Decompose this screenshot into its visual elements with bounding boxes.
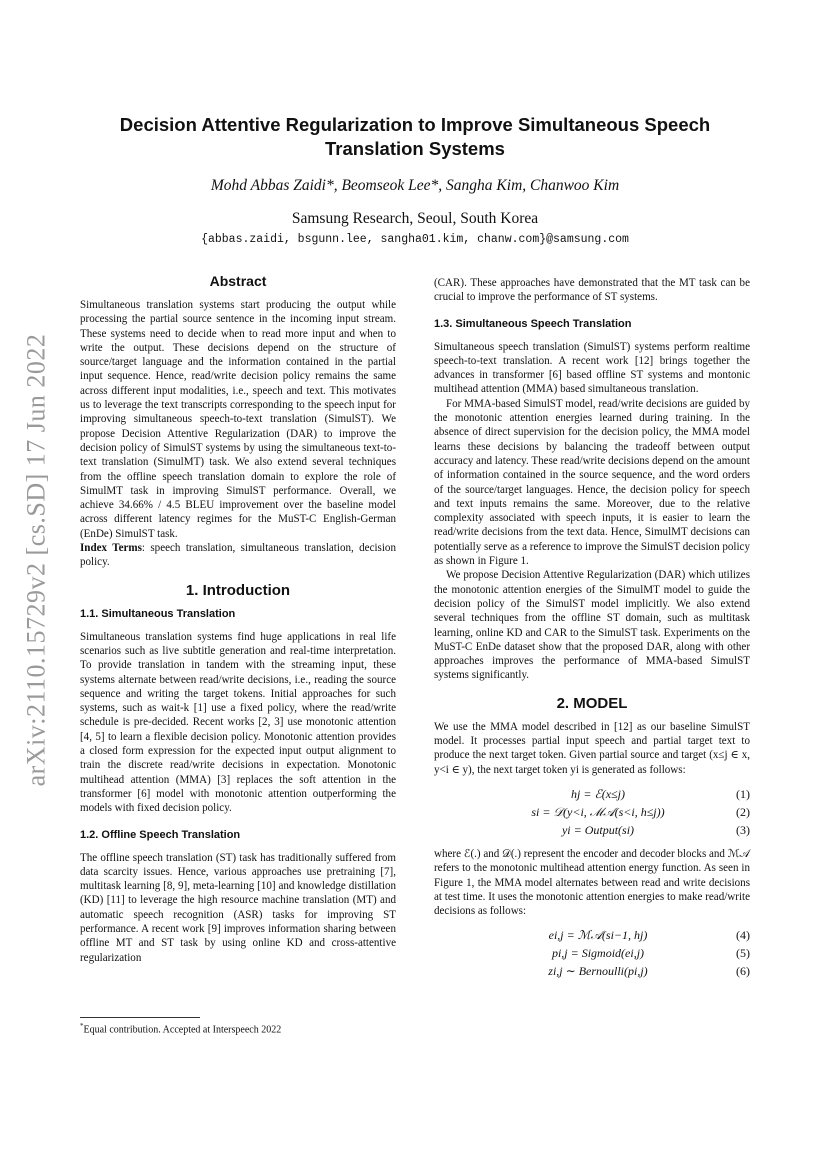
paragraph-simulst-3: We propose Decision Attentive Regularization (DAR) which utilizes the monotonic attention energies of the SimulMT model to guide the decision policy of the SimulST model implicitly. We also extend several techniques from the offline ST domain, such as multitask learning, online KD and CAR to the SimulST task. Experiments on the MuST-C EnDe dataset show that the proposed DAR, along with other approaches improves the performance of MMA-based SimulST systems significantly. [434,569,750,682]
equations-1-3 [434,785,750,839]
footnote-divider [80,1017,200,1018]
author-list: Mohd Abbas Zaidi*, Beomseok Lee*, Sangha Kim, Chanwoo Kim [210,177,620,194]
paragraph-model-2: where ℰ(.) and 𝒟(.) represent the encoder and decoder blocks and ℳ𝒜 refers to the monotonic multihead attention energy function. As seen in Figure 1, the MMA model alternates between read and write decisions at test time. It uses the monotonic attention energies to make read/write decisions as follows: [434,847,750,918]
paragraph-simulst-2: For MMA-based SimulST model, read/write decisions are guided by the monotonic attention energies learned during training. In the absence of direct supervision for the decision policy, the MMA model learns these decisions by balancing the tradeoff between output accuracy and latency. These read/write decisions depend on the amount of information contained in the source sequence, and the word orders of the source/target languages. Hence, the decision policy for speech and text inputs remains the same. Moreover, due to the relative complexity associated with speech inputs, it is easier to learn the read/write decisions from the text data. Hence, SimulMT decisions can potentially serve as a reference to improve the SimulST decision policy as shown in Figure 1. [434,397,750,568]
right-column [434,276,750,988]
subsection-heading-1-1: 1.1. Simultaneous Translation [80,607,236,620]
abstract-heading: Abstract [209,273,267,289]
arxiv-identifier [14,333,58,787]
equation-2: si = 𝒟(y<i, ℳ𝒜(s<i, h≤j)) (2) [531,804,750,819]
abstract-text: Simultaneous translation systems start producing the output while processing the partial source sentence in the incoming input stream. These systems need to decide when to read more input and when to write the output. These decisions depend on the structure of source/target language and the information contained in the partial input sequence. Hence, read/write decision policy remains the same across different input modalities, i.e., speech and text. This motivates us to leverage the text transcripts corresponding to the speech input for improving simultaneous speech-to-text translation (SimulST). We propose Decision Attentive Regularization (DAR) to improve the decision policy of SimulST systems by using the simultaneous text-to-text translation (SimulMT) task. We also extend several techniques from the offline speech translation domain to explore the role of SimulMT task in improving SimulST performance. Overall, we achieve 34.66% / 4.5 BLEU improvement over the baseline model across different latency regimes for the MuST-C English-German (EnDe) SimulST task. [80,299,396,540]
index-terms-text: : speech translation, simultaneous translation, decision policy. [80,542,396,569]
footnote [80,1020,396,1036]
equation-4: ei,j = ℳ𝒜(si−1, hj) (4) [548,928,750,943]
index-terms [80,541,396,570]
footnote-mark: * [80,1022,84,1030]
equation-1: hj = ℰ(x≤j) (1) [571,786,750,801]
paper-title: Decision Attentive Regularization to Improve Simultaneous Speech Translation Systems [119,114,711,159]
footnote-text: Equal contribution. Accepted at Interspeech 2022 [83,1024,282,1036]
paragraph-offline-st: The offline speech translation (ST) task has traditionally suffered from data scarcity issues. Hence, various approaches use pretraining [7], multitask learning [8, 9], meta-learning [10] and knowledge distillation (KD) [11] to leverage the high resource machine translation (MT) and automatic speech recognition (ASR) tasks for improving ST performance. A recent work [9] improves information sharing between offline MT and ST task by using online KD and cross-attentive regularization [80,851,396,964]
equation-3: yi = Output(si) (3) [561,822,750,837]
arxiv-id-text: arXiv:2110.15729v2 [cs.SD] 17 Jun 2022 [21,333,51,787]
affiliation: Samsung Research, Seoul, South Korea [291,210,539,227]
left-column [80,272,396,965]
subsection-heading-1-2: 1.2. Offline Speech Translation [80,828,241,841]
equation-6: zi,j ∼ Bernoulli(pi,j) (6) [548,964,750,979]
index-terms-label: Index Terms [80,542,142,555]
paragraph-simultaneous-translation: Simultaneous translation systems find huge applications in real life scenarios such as live subtitle generation and real-time interpretation. To provide translation in tandem with the streaming input, these systems alternate between read/write decisions, i.e., reading the source sequence and writing the target tokens. Initial approaches for such systems, such as wait-k [1] use a fixed policy, where the read/write schedule is pre-decided. Recent works [2, 3] use monotonic attention [4, 5] to learn a flexible decision policy. Monotonic attention provides a closed form expression for the expected input output alignment to train the discrete read/write decisions in expectation. Monotonic multihead attention (MMA) [3] replaces the soft attention in the transformer [6] model with monotonic attention outperforming the models with fixed decision policy. [80,630,396,815]
equations-4-6 [434,926,750,980]
paragraph-offline-st-continued: (CAR). These approaches have demonstrated that the MT task can be crucial to improve the performance of ST systems. [434,277,750,304]
introduction-heading: 1. Introduction [185,581,291,599]
model-heading: 2. MODEL [556,694,628,712]
equation-5: pi,j = Sigmoid(ei,j) (5) [551,946,750,961]
subsection-heading-1-3: 1.3. Simultaneous Speech Translation [434,317,632,330]
paragraph-simulst-1: Simultaneous speech translation (SimulST) systems perform realtime speech-to-text translation. A recent work [12] brings together the advances in transformer [6] based offline ST systems and montonic multihead attention (MMA) based simultaneous translation. [434,340,750,396]
author-emails: {abbas.zaidi, bsgunn.lee, sangha01.kim, chanw.com}@samsung.com [201,233,629,246]
paragraph-model-1: We use the MMA model described in [12] as our baseline SimulST model. It processes partial input speech and partial target text to produce the next target token. Given partial source and target (x≤j ∈ x, y<i ∈ y), the next target token yi is generated as follows: [434,720,750,776]
